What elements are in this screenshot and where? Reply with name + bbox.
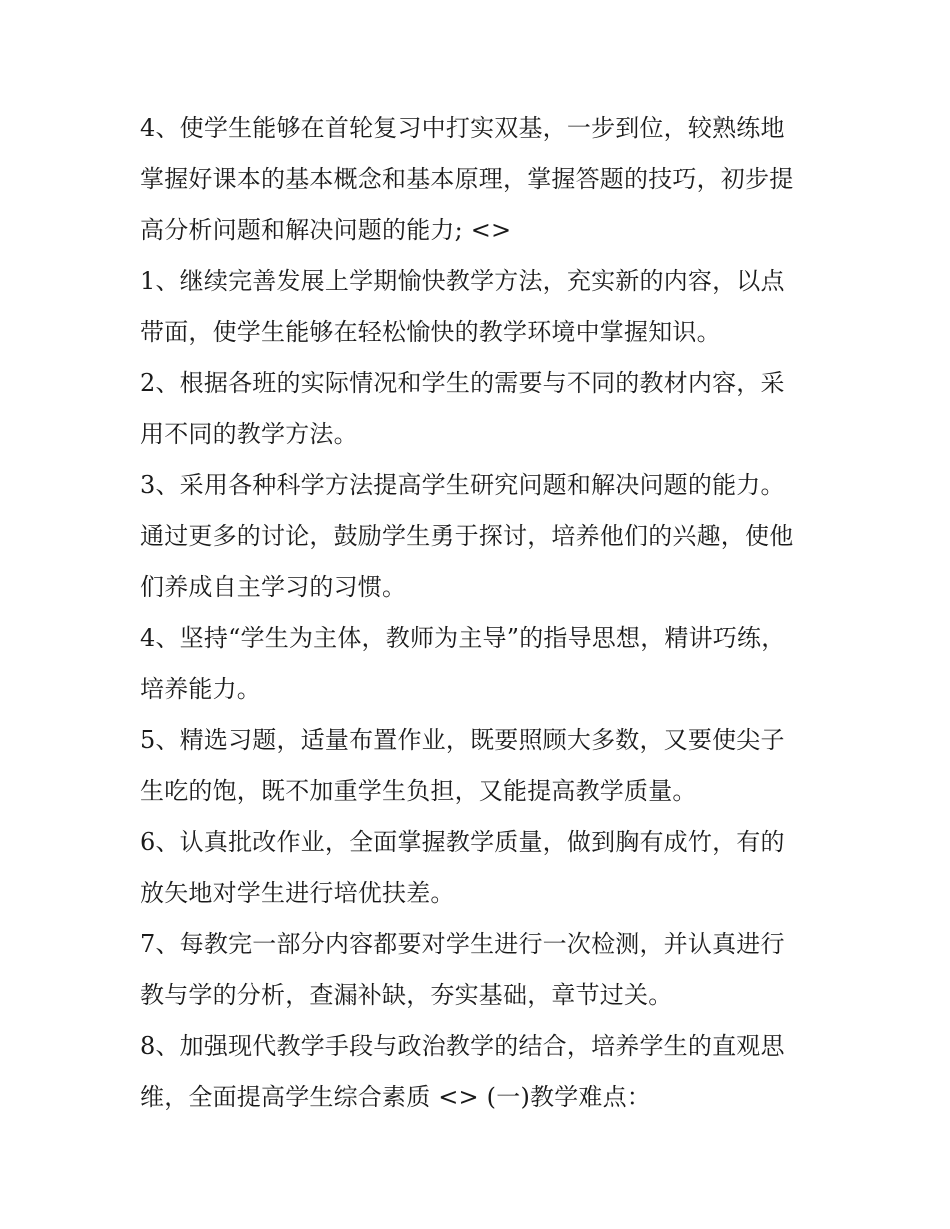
text-line: 8、加强现代教学手段与政治教学的结合，培养学生的直观思: [140, 1032, 785, 1060]
text-line: 3、采用各种科学方法提高学生研究问题和解决问题的能力。: [140, 471, 785, 499]
text-line: 2、根据各班的实际情况和学生的需要与不同的教材内容，采: [140, 369, 785, 397]
text-line: 7、每教完一部分内容都要对学生进行一次检测，并认真进行: [140, 930, 785, 958]
text-line: 教与学的分析，查漏补缺，夯实基础，章节过关。: [140, 981, 673, 1009]
text-line: 1、继续完善发展上学期愉快教学方法，充实新的内容，以点: [140, 267, 785, 295]
text-line: 4、使学生能够在首轮复习中打实双基，一步到位，较熟练地: [140, 114, 785, 142]
text-line: 6、认真批改作业，全面掌握教学质量，做到胸有成竹，有的: [140, 828, 785, 856]
text-line: 放矢地对学生进行培优扶差。: [140, 879, 455, 907]
text-line: 掌握好课本的基本概念和基本原理，掌握答题的技巧，初步提: [140, 165, 794, 193]
text-line: 用不同的教学方法。: [140, 420, 358, 448]
text-line: 5、精选习题，适量布置作业，既要照顾大多数，又要使尖子: [140, 726, 785, 754]
text-line: 培养能力。: [140, 675, 261, 703]
text-line: 带面，使学生能够在轻松愉快的教学环境中掌握知识。: [140, 318, 721, 346]
text-line: 4、坚持“学生为主体，教师为主导”的指导思想，精讲巧练，: [140, 624, 786, 652]
text-line: 们养成自主学习的习惯。: [140, 573, 407, 601]
text-line: 生吃的饱，既不加重学生负担，又能提高教学质量。: [140, 777, 697, 805]
document-body: [140, 103, 820, 1123]
text-line: 通过更多的讨论，鼓励学生勇于探讨，培养他们的兴趣，使他: [140, 522, 794, 550]
text-line: 高分析问题和解决问题的能力; <>: [140, 216, 512, 244]
text-line: 维，全面提高学生综合素质 <> (一)教学难点：: [140, 1083, 652, 1111]
